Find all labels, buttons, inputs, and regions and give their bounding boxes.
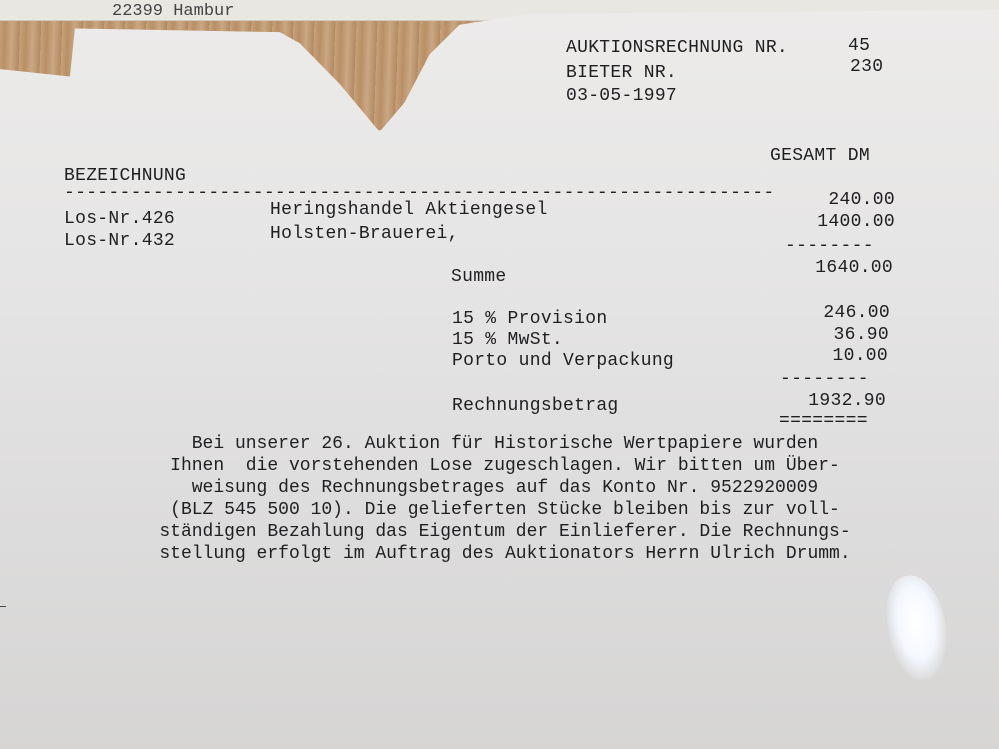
commission-value: 246.00 bbox=[823, 303, 890, 323]
paragraph-line: (BLZ 545 500 10). Die gelieferten Stücke bleiben bis zur voll- bbox=[170, 500, 840, 520]
row-2-lot: Los-Nr.432 bbox=[64, 231, 176, 251]
row-2-amount: 1400.00 bbox=[817, 212, 895, 232]
margin-mark bbox=[0, 606, 6, 607]
row-1-amount: 240.00 bbox=[828, 190, 895, 210]
paragraph-line: stellung erfolgt im Auftrag des Auktionators Herrn Ulrich Drumm. bbox=[159, 544, 851, 564]
vat-label: 15 % MwSt. bbox=[452, 330, 564, 350]
invoice-total-label: Rechnungsbetrag bbox=[452, 396, 619, 416]
column-description: BEZEICHNUNG bbox=[64, 166, 187, 186]
notice-paragraph bbox=[70, 433, 940, 565]
invoice-label: AUKTIONSRECHNUNG NR. bbox=[566, 38, 789, 58]
double-rule: ======== bbox=[779, 411, 868, 431]
column-total: GESAMT DM bbox=[770, 146, 870, 166]
sum-label: Summe bbox=[451, 267, 507, 287]
invoice-total-value: 1932.90 bbox=[808, 391, 886, 411]
top-address-fragment: 22399 Hambur bbox=[112, 2, 235, 21]
row-1-name: Heringshandel Aktiengesel bbox=[270, 200, 548, 220]
commission-label: 15 % Provision bbox=[452, 309, 608, 329]
vat-value: 36.90 bbox=[833, 325, 889, 345]
paragraph-line: weisung des Rechnungsbetrages auf das Konto Nr. 9522920009 bbox=[191, 478, 819, 498]
invoice-date: 03-05-1997 bbox=[566, 86, 678, 106]
paragraph-line: ständigen Bezahlung das Eigentum der Einlieferer. Die Rechnungs- bbox=[159, 522, 851, 542]
header-separator: ---------------------------------------------------------------- bbox=[64, 183, 775, 203]
sum-value: 1640.00 bbox=[815, 258, 893, 278]
bidder-label: BIETER NR. bbox=[566, 63, 678, 83]
bidder-number: 230 bbox=[850, 57, 884, 77]
paragraph-line: Ihnen die vorstehenden Lose zugeschlagen. Wir bitten um Über- bbox=[170, 456, 840, 476]
shipping-value: 10.00 bbox=[832, 346, 888, 366]
total-rule: -------- bbox=[780, 369, 869, 389]
subtotal-rule: -------- bbox=[785, 236, 874, 256]
shipping-label: Porto und Verpackung bbox=[452, 351, 675, 371]
invoice-number: 45 bbox=[848, 36, 871, 56]
paragraph-line: Bei unserer 26. Auktion für Historische Wertpapiere wurden bbox=[191, 434, 819, 454]
row-1-lot: Los-Nr.426 bbox=[64, 209, 176, 229]
row-2-name: Holsten-Brauerei, bbox=[270, 224, 459, 244]
